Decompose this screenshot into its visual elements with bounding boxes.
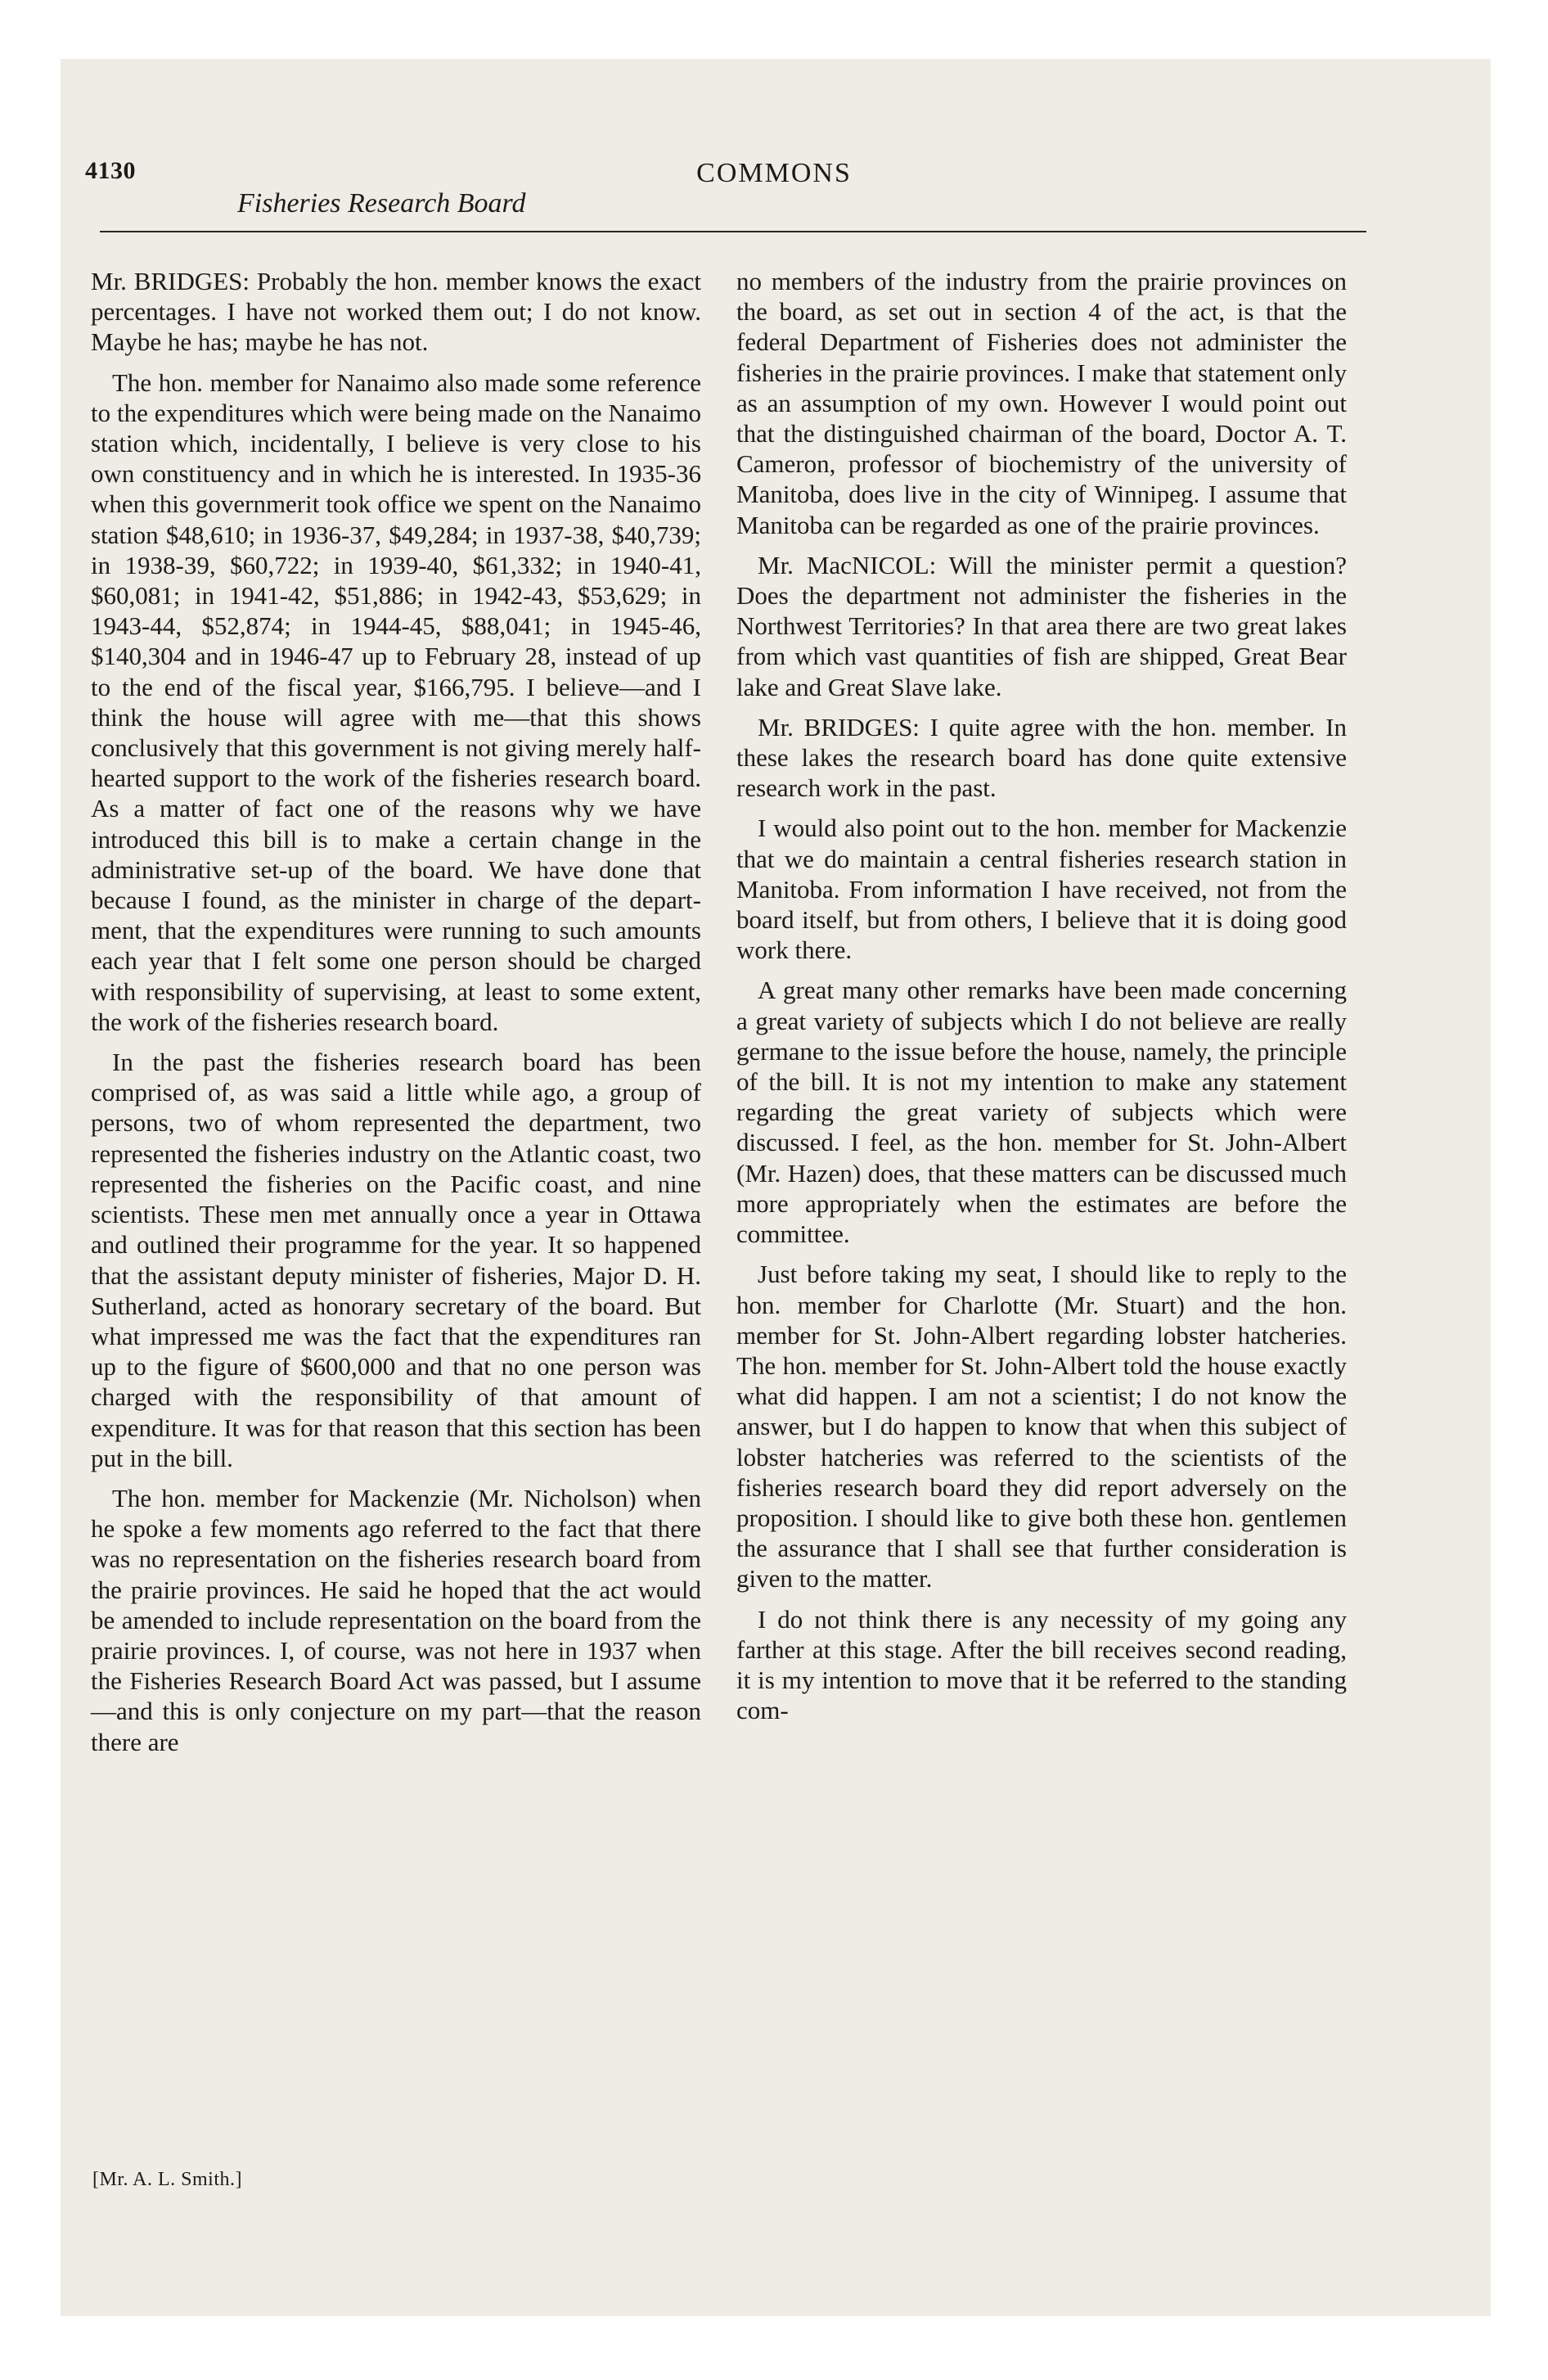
paragraph: I would also point out to the hon. member for Mackenzie that we do maintain a central fisheries research station in Manitoba. From information I have received, not from the board itself, but from others, I believe that it is doing good work there.: [736, 814, 1347, 965]
paragraph: The hon. member for Mackenzie (Mr. Nicholson) when he spoke a few moments ago referred to the fact that there was no representation on the fisheries research board from the prairie provinces. He said he hoped that the act would be amended to include representation on the board from the prairie provinces. I, of course, was not here in 1937 when the Fisheries Research Board Act was passed, but I assume—and this is only conjecture on my part—that the reason there are: [91, 1483, 701, 1756]
speaker-footnote: [Mr. A. L. Smith.]: [92, 2169, 243, 2190]
right-column: [736, 266, 1347, 1735]
header-rule: [100, 231, 1366, 232]
paragraph: Mr. BRIDGES: I quite agree with the hon. member. In these lakes the research board has done quite extensive research work in the past.: [736, 712, 1347, 803]
page-number: 4130: [85, 157, 136, 184]
paragraph: I do not think there is any necessity of my going any farther at this stage. After the bill receives second reading, it is my intention to move that it be referred to the standing com-: [736, 1604, 1347, 1725]
paragraph: The hon. member for Nanaimo also made some reference to the expenditures which were being made on the Nanaimo station which, incidentally, I believe is very close to his own constituency and in which he is interested. In 1935-36 when this governmerit took office we spent on the Nanaimo station $48,610; in 1936-37, $49,284; in 1937-38, $40,739; in 1938-39, $60,722; in 1939-40, $61,332; in 1940-41, $60,081; in 1941-42, $51,886; in 1942-43, $53,629; in 1943-44, $52,874; in 1944-45, $88,041; in 1945-46, $140,304 and in 1946-47 up to February 28, instead of up to the end of the fiscal year, $166,795. I believe—and I think the house will agree with me—that this shows conclusively that this government is not giving merely half-hearted support to the work of the fisheries research board. As a matter of fact one of the reasons why we have introduced this bill is to make a certain change in the administrative set-up of the board. We have done that because I found, as the minister in charge of the department, that the expenditures were running to such amounts each year that I felt some one person should be charged with responsibility of supervising, at least to some extent, the work of the fisheries research board.: [91, 367, 701, 1036]
section-heading: Fisheries Research Board: [237, 188, 526, 219]
running-head: COMMONS: [696, 158, 852, 188]
paragraph: Just before taking my seat, I should like to reply to the hon. member for Charlotte (Mr. Stuart) and the hon. member for St. John-Albert regarding lobster hatcheries. The hon. member for St. John-Albert told the house exactly what did happen. I am not a scientist; I do not know the answer, but I do happen to know that when this subject of lobster hatcheries was referred to the scientists of the fisheries research board they did report adversely on the proposition. I should like to give both these hon. gentlemen the assurance that I shall see that further consideration is given to the matter.: [736, 1260, 1347, 1593]
paragraph: In the past the fisheries research board has been comprised of, as was said a little while ago, a group of persons, two of whom represented the department, two represented the fisheries industry on the Atlantic coast, two represented the fisheries on the Pacific coast, and nine scientists. These men met annually once a year in Ottawa and outlined their programme for the year. It so happened that the assistant deputy minister of fisheries, Major D. H. Sutherland, acted as honorary secretary of the board. But what impressed me was the fact that the expenditures ran up to the figure of $600,000 and that no one person was charged with the responsibility of that amount of expenditure. It was for that reason that this section has been put in the bill.: [91, 1048, 701, 1472]
left-column: [91, 266, 701, 1767]
paragraph: Mr. MacNICOL: Will the minister permit a question? Does the department not administer the fisheries in the Northwest Territories? In that area there are two great lakes from which vast quantities of fish are shipped, Great Bear lake and Great Slave lake.: [736, 550, 1347, 701]
paragraph: A great many other remarks have been made concerning a great variety of subjects which I do not believe are really germane to the issue before the house, namely, the principle of the bill. It is not my intention to make any statement regarding the great variety of subjects which were discussed. I feel, as the hon. member for St. John-Albert (Mr. Hazen) does, that these matters can be discussed much more appropriately when the estimates are before the committee.: [736, 976, 1347, 1249]
paragraph: Mr. BRIDGES: Probably the hon. member knows the exact percentages. I have not worked them out; I do not know. Maybe he has; maybe he has not.: [91, 267, 701, 357]
paragraph: no members of the industry from the prairie provinces on the board, as set out in section 4 of the act, is that the federal Department of Fisheries does not administer the fisheries in the prairie provinces. I make that statement only as an assumption of my own. However I would point out that the distinguished chairman of the board, Doctor A. T. Cameron, professor of biochemistry of the university of Manitoba, does live in the city of Winnipeg. I assume that Manitoba can be regarded as one of the prairie provinces.: [736, 267, 1347, 539]
